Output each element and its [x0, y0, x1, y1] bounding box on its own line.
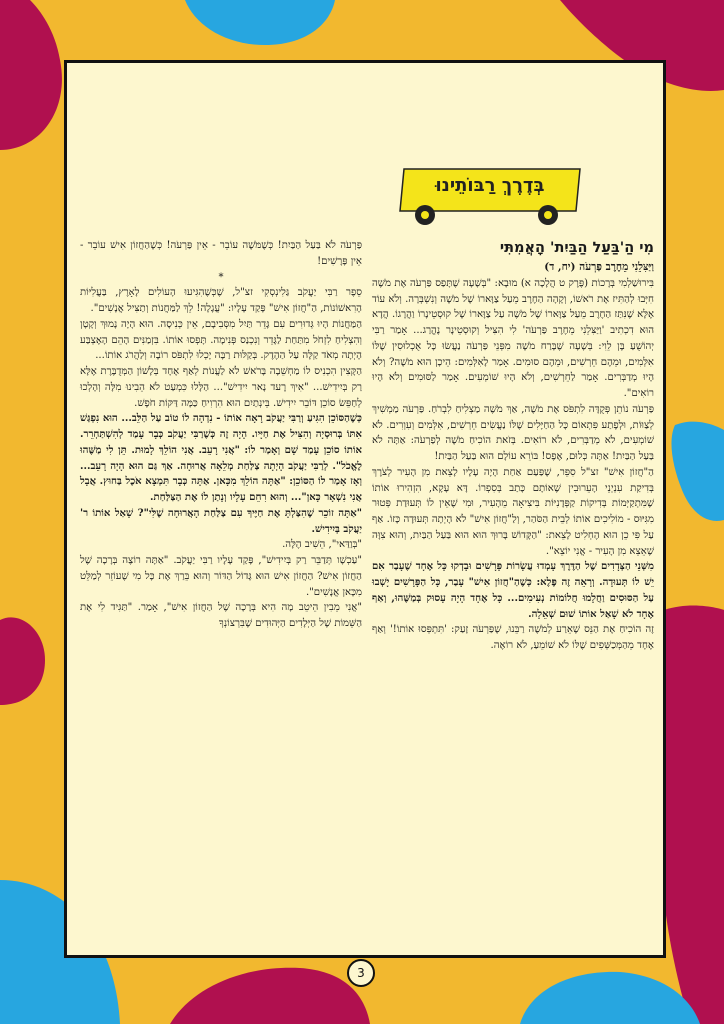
story-paragraph: הַמַּחֲנוֹת הָיוּ גְּדוּרִים עִם גָּדֵר תַּיִל מִסְּבִיבָם, אֵין כְּנִיסָה. הוּא הָיָה נָמוּךְ וְקָטָן וְהִצְלִיחַ לִזְחֹל מִתַּחַת לַגָּדֵר וְנִכְנַס פְּנִימָה. תָּפְסוּ אוֹתוֹ. בִּזְמַנִּים הָהֵם הָאֶצְבַּע הָיְתָה מְאֹד קַלָּה עַל הַהֶדֶק. בְּקַלּוּת רַבָּה יָכְלוּ לִתְפֹּס רוֹבֶה וְלַהֲרֹג אוֹתוֹ... — [80, 318, 362, 362]
right-column — [372, 238, 654, 654]
left-column — [80, 238, 362, 632]
article-heading: מִי הַ'בַּעַל הַבַּיִת' הָאֲמִתִּי — [499, 240, 654, 256]
story-paragraph: סֵפֶר רַבִּי יַעֲקֹב גַּלִינְסְקִי זצ"ל, שֶׁכְּשֶׁהִגִּיעוּ הָעוֹלִים לָאָרֶץ, בַּעֲלִיּוֹת הָרִאשׁוֹנוֹת, הַ"חֲזוֹן אִישׁ" פָּקַד עָלָיו: "עֲגָלָה! לֵךְ לַמַּחֲנוֹת וְתַצִּיל אֲנָשִׁים". — [80, 287, 362, 314]
section-title: בְּדֶרֶךְ רַבּוֹתֵינוּ — [435, 175, 545, 196]
section-badge — [392, 165, 588, 229]
article-closing-paragraph: זֶה הוֹכִיחַ אֶת הַנֵּס שֶׁאֵרַע לְמֹשֶׁה רַבֵּנוּ, שֶׁפַּרְעֹה זָעַק: 'תִּתְפְּסוּ אוֹתוֹ!' וְאַף אֶחָד מֵהַמְּכַשְּׁפִים שֶׁלּוֹ לֹא שׁוֹמֵעַ, לֹא רוֹאֶה. — [372, 624, 654, 651]
story-bold-paragraph: כְּשֶׁהַסּוֹכֵן הִגִּיעַ וְרַבִּי יַעֲקֹב רָאָה אוֹתוֹ - נִדְהָה לוֹ טוֹב עַל הַלֵּב... הוּא נִפְגַּשׁ אִתּוֹ בְּרוּסְיָה וְהִצִּיל אֶת חַיָּיו. הָיָה זֶה כְּשֶׁרַבִּי יַעֲקֹב כְּבָר עָמַד לְהִשְׁתַּחְרֵר. אוֹתוֹ סוֹכֵן עָמַד שָׁם וְאָמַר לוֹ: "אֲנִי רָעֵב. אֲנִי הוֹלֵךְ לָמוּת. תֵּן לִי מַשֶּׁהוּ לֶאֱכֹל". לְרַבִּי יַעֲקֹב הָיְתָה צַלַּחַת מְלֵאָה אֲרוּחָה. אַךְ גַּם הוּא הָיָה רָעֵב... וְאָז אָמַר לוֹ הַסּוֹכֵן: "אַתָּה הוֹלֵךְ מִכָּאן. אַתָּה כְּבָר תִּמְצָא אֹכֶל בַּחוּץ. אֲבָל אֲנִי נִשְׁאָר כָּאן"... וְהוּא רִחֵם עָלָיו וְנָתַן לוֹ אֶת הַצַּלַּחַת. — [80, 413, 362, 503]
article-paragraph: פַּרְעֹה נוֹתֵן פְּקֻדָּה לִתְפֹּס אֶת מֹשֶׁה, אַךְ מֹשֶׁה מַצְלִיחַ לִבְרֹחַ. פַּרְעֹה מַמְשִׁיךְ לְצַוּוֹת, וּלְפֶתַע פִּתְאוֹם כָּל הַחַיָּלִים שֶׁלּוֹ נַעֲשִׂים חֵרְשִׁים, אִלְּמִים וְעִוְרִים. לֹא שׁוֹמְעִים, לֹא מְדַבְּרִים, לֹא רוֹאִים. בְּזֹאת הוֹכִיחַ מֹשֶׁה לְפַרְעֹה: אַתָּה לֹא בַּעַל הַבַּיִת! אַתָּה כְּלוּם, אֶפֶס! בּוֹרֵא עוֹלָם הוּא בַּעַל הַבַּיִת! — [372, 403, 654, 462]
story-paragraph: הַקָּצִין הִכְנִיס לוֹ מַחְשֵׁבָה בָּרֹאשׁ לֹא לַעֲנוֹת לְאַף אֶחָד בְּלָשׁוֹן הַמְּדֻבֶּרֶת אֶלָּא רַק בְּיִידִישׁ... "אִיךְ רֶעד נָאר יִידִישׁ"... הַלָּלוּ כִּמְעַט לֹא הֵבִינוּ מִלָּה וְהָלְכוּ לְחַפֵּשׂ סוֹכֵן דּוֹבֵר יִידִישׁ. בֵּינְתַיִם הוּא הִרְוִיחַ כַּמָּה דַּקּוֹת חֹפֶשׁ. — [80, 366, 362, 409]
article-bold-paragraph: מִשְּׁנֵי הַצְּדָדִים שֶׁל הַדֶּרֶךְ עָמְדוּ עֲשָׂרוֹת פָּרָשִׁים וּבָדְקוּ כָּל אֶחָד שֶׁעָבַר אִם יֵשׁ לוֹ תְּעוּדָה. וְרָאֵה זֶה פֶּלֶא: כְּשֶׁהַ"חֲזוֹן אִישׁ" עָבַר, כָּל הַפָּרָשִׁים יָשְׁבוּ עַל הַסּוּסִים וַחֲלָמוּ חֲלוֹמוֹת נְעִימִים... כָּל אֶחָד הָיָה עָסוּק בְּמַשֶּׁהוּ, וְאַף אֶחָד לֹא שָׁאַל אוֹתוֹ שׁוּם שְׁאֵלָה. — [372, 561, 654, 620]
story-bold-quote: "אַתָּה זוֹכֵר שֶׁהִצַּלְתָּ אֶת חַיֶּיךָ עִם צַלַּחַת הָאֲרוּחָה שֶׁלִּי"? שָׁאַל אוֹתוֹ ר' יַעֲקֹב בְּיִידִישׁ. — [80, 507, 362, 535]
article-subheading: וַיַּצִּלֵנִי מֵחֶרֶב פַּרְעֹה (יח, ד) — [544, 261, 654, 273]
separator-star: * — [218, 271, 224, 283]
dialogue-line: "אֲנִי מֵבִין הֵיטֵב מָה הִיא בְּרָכָה שֶׁל הַחֲזוֹן אִישׁ", אָמַר. "תַּגִּיד לִי אֶת הַשֵּׁמוֹת שֶׁל הַיְּלָדִים הַיְּהוּדִים שֶׁבִּרְצוֹנְךָ — [80, 602, 362, 629]
page-number: 3 — [347, 959, 375, 987]
dialogue-line: "בְּוַדַּאי", הֵשִׁיב הֶלָּה. — [282, 539, 362, 551]
column-intro: פַּרְעֹה לֹא בַּעַל הַבַּיִת! כְּשֶׁמֹּשֶׁה עוֹבֵר - אֵין פַּרְעֹה! כְּשֶׁהַחֲזוֹן אִישׁ עוֹבֵר - אֵין פָּרָשִׁים! — [80, 240, 362, 267]
article-paragraph: בִּירוּשַׁלְמִי בְּרָכוֹת (פֶּרֶק ט הֲלָכָה א) מוּבָא: "בְּשָׁעָה שֶׁתָּפַס פַּרְעֹה אֶת מֹשֶׁה חִיְּבוּ לְהַתִּיז אֶת רֹאשׁוֹ, וְקָהָה הַחֶרֶב מֵעַל צַוָּארוֹ שֶׁל מֹשֶׁה וְנִשְׁבְּרָה. וְלֹא עוֹד אֶלָּא שֶׁנִּתַּז הַחֶרֶב מֵעַל צַוָּארוֹ שֶׁל מֹשֶׁה עַל צַוָּארוֹ שֶׁל קוּסְטֵינָרוֹ וַהֲרָגוֹ. הֲדָא הוּא דִכְתִיב 'וַיַּצִּלֵנִי מֵחֶרֶב פַּרְעֹה' לִי הִצִּיל וְקוּסְטֵינָר נֶהֱרַג... אָמַר רַבִּי יְהוֹשֻׁעַ בֶּן לֵוִי: בְּשָׁעָה שֶׁבָּרַח מֹשֶׁה מִפְּנֵי פַּרְעֹה נַעֲשׂוּ כָּל אֻכְלוּסִין שֶׁלּוֹ אִלְּמִים, וּמֵהֶם חֵרְשִׁים, וּמֵהֶם סוּמִים. אָמַר לָאִלְּמִים: הֵיכָן הוּא מֹשֶׁה? וְלֹא הָיוּ מְדַבְּרִים. אָמַר לַחֵרְשִׁים, וְלֹא הָיוּ שׁוֹמְעִים. אָמַר לַסּוּמִים וְלֹא הָיוּ רוֹאִים". — [372, 277, 654, 399]
article-paragraph: הַ"חֲזוֹן אִישׁ" זצ"ל סִפֵּר, שֶׁפַּעַם אַחַת הָיָה עָלָיו לָצֵאת מִן הָעִיר לְצֹרֶךְ בְּדִיקַת עִנְיְנֵי הָעֵרוּבִין שֶׁאוֹתָם כָּתַב בְּסִפְרוֹ. דָּא עָקָא, הִזְהִירוּ אוֹתוֹ שֶׁמִּתְקַיְּמוֹת בְּדִיקוֹת קַפְּדָנִיּוֹת בִּיצִיאָה מֵהָעִיר, וּמִי שֶׁאֵין לוֹ תְּעוּדַת פְּטוּר מִגִּיּוּס - מוֹלִיכִים אוֹתוֹ לְבֵית הַסֹּהַר, וְלַ"חֲזוֹן אִישׁ" לֹא הָיְתָה תְּעוּדָה כָּזוֹ. אַף עַל פִּי כֵן הוּא הֶחְלִיט לָצֵאת: "הַקָּדוֹשׁ בָּרוּךְ הוּא הוּא בַּעַל הַבַּיִת, וְהוּא צִוָּה שֶׁאֵצֵא מִן הָעִיר - אֲנִי יוֹצֵא". — [372, 466, 654, 557]
dialogue-line: "עַכְשָׁו תְּדַבֵּר רַק בְּיִידִישׁ", פָּקַד עָלָיו רַבִּי יַעֲקֹב. "אַתָּה רוֹצֶה בְּרָכָה שֶׁל הַחֲזוֹן אִישׁ? הַחֲזוֹן אִישׁ הוּא גָּדוֹל הַדּוֹר וְהוּא בֵּרַךְ אֶת כָּל מִי שֶׁעוֹזֵר לְמַלֵּט מִכָּאן אֲנָשִׁים". — [80, 555, 362, 598]
